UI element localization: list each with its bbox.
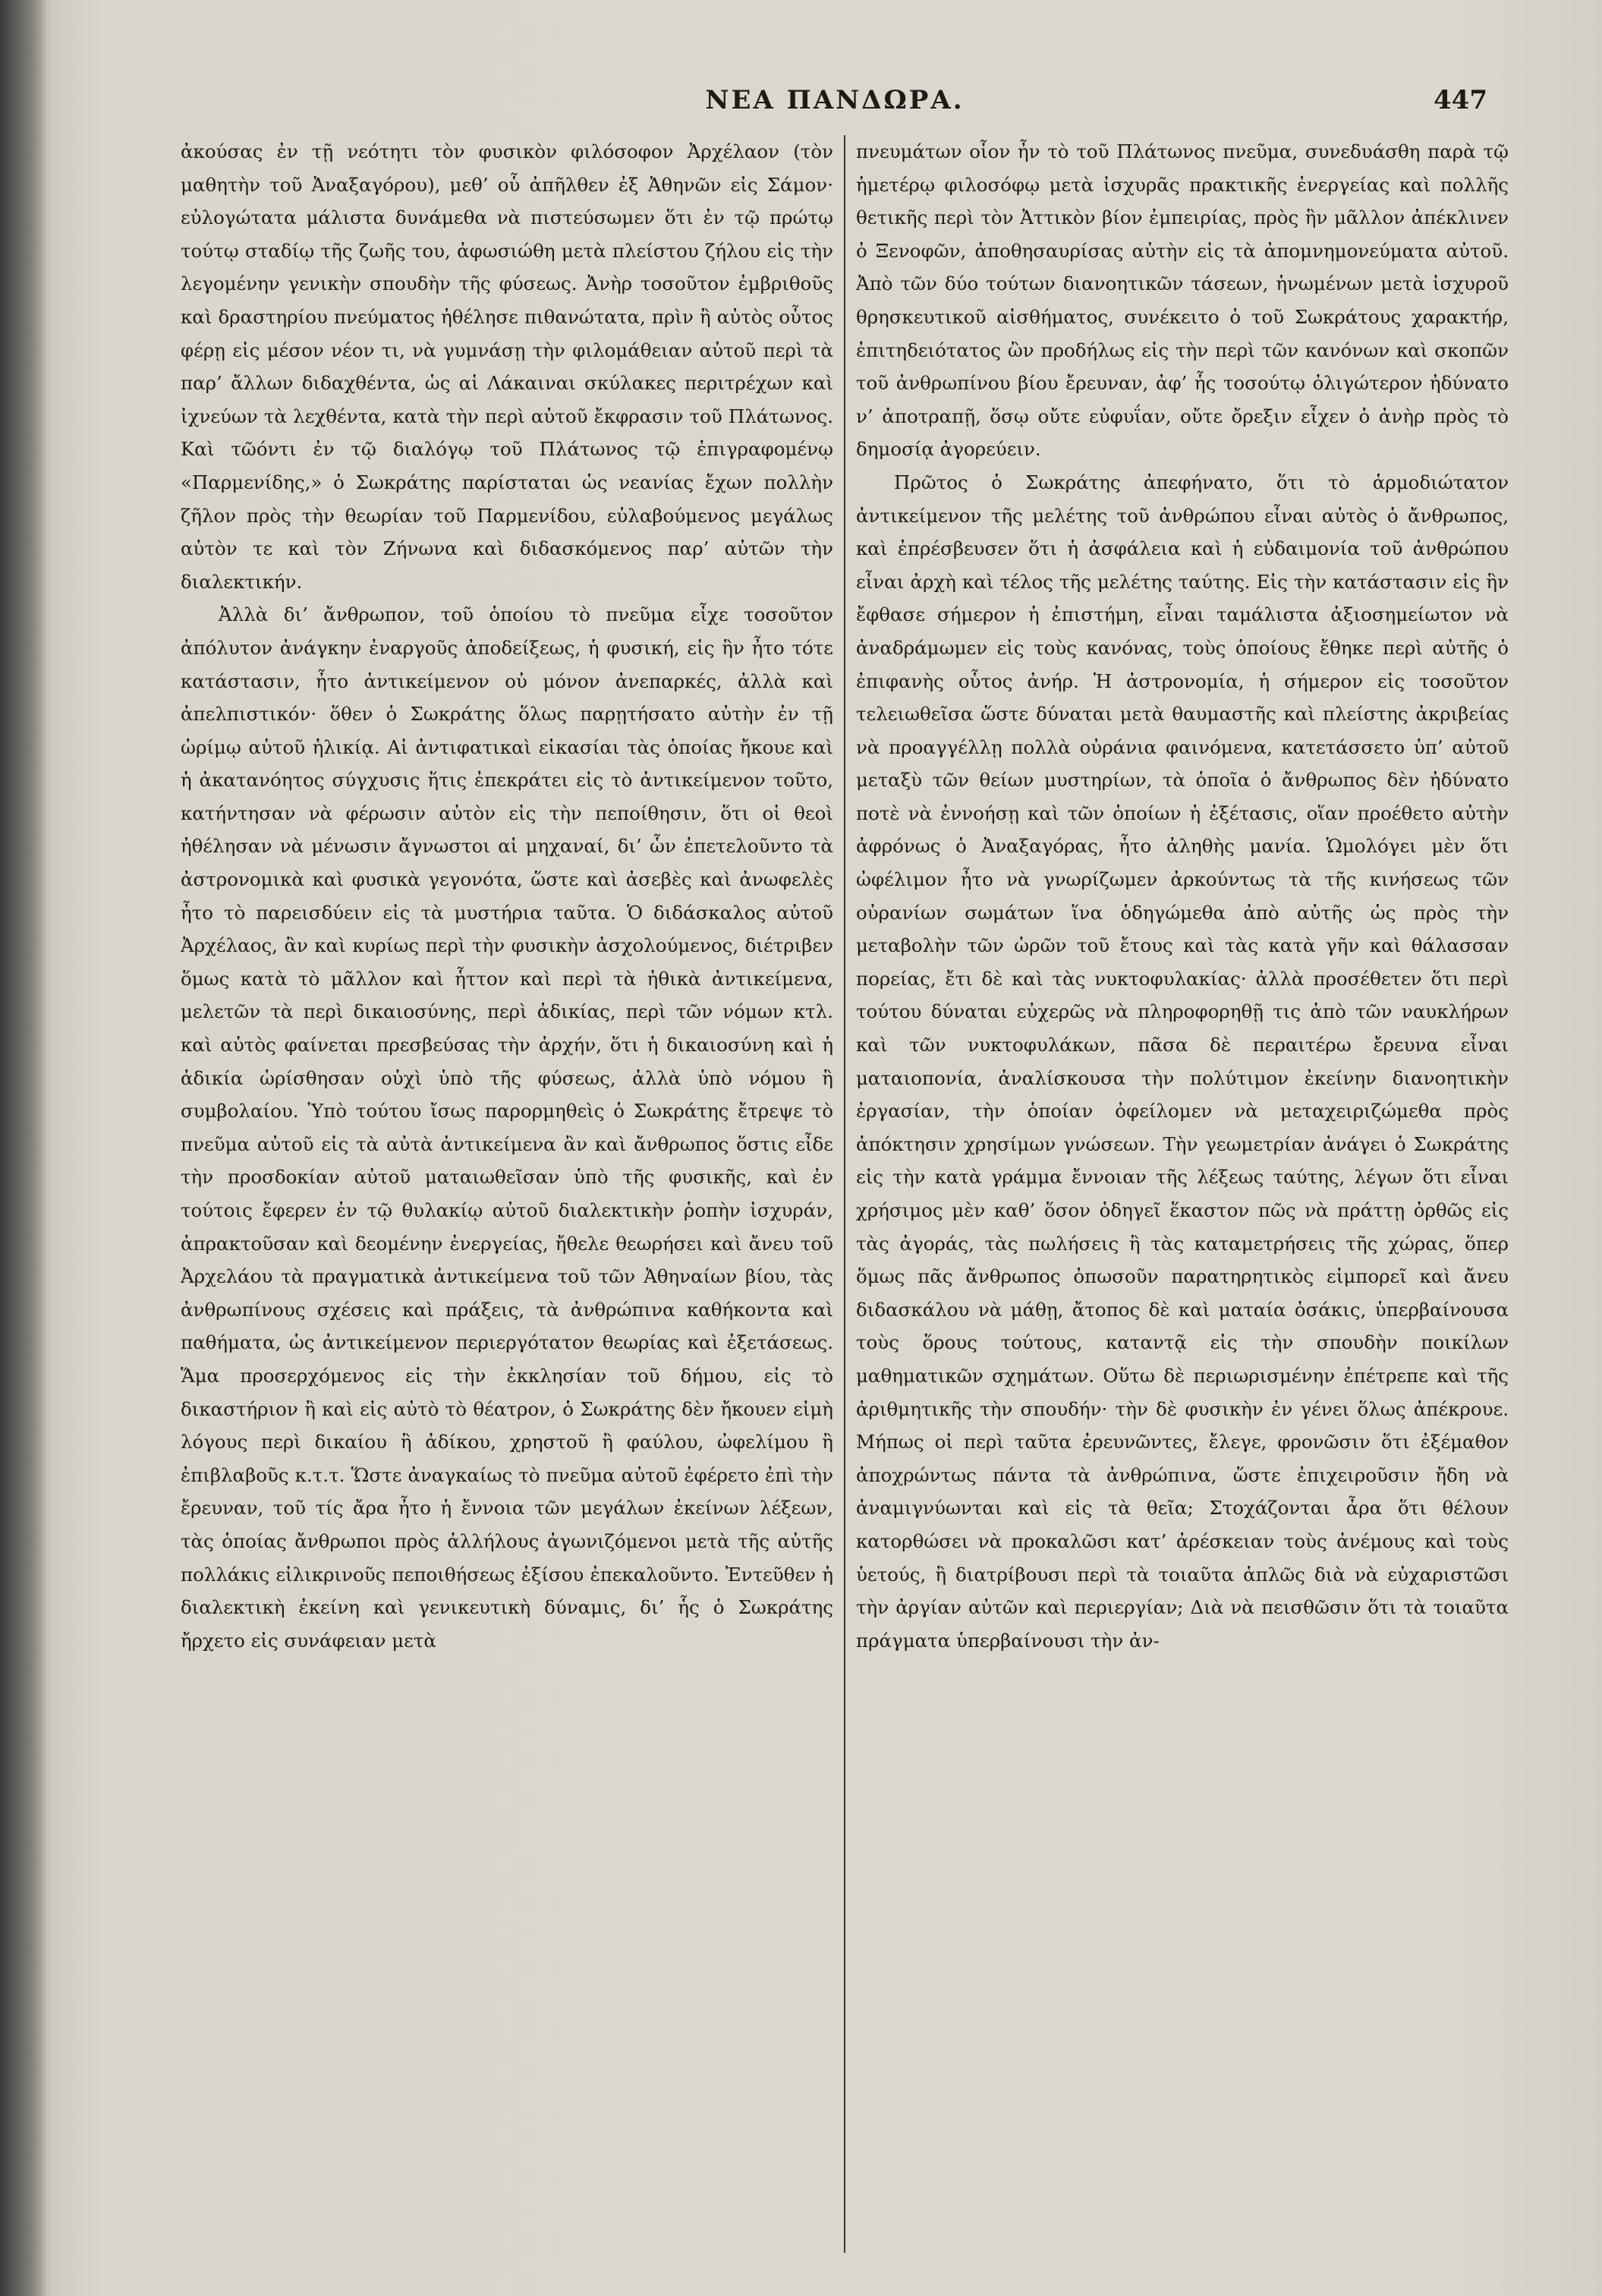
right-column: [856, 135, 1509, 2260]
page-number: 447: [1434, 85, 1487, 115]
column-divider: [844, 135, 845, 2253]
page-header: [182, 85, 1487, 123]
paragraph: Ἀλλὰ δι’ ἄνθρωπον, τοῦ ὁποίου τὸ πνεῦμα εἶχε τοσοῦτον ἀπόλυτον ἀνάγκην ἐναργοῦς ἀποδείξεως, ἡ φυσική, εἰς ἣν ἦτο τότε κατάστασιν, ἦτο ἀντικείμενον οὐ μόνον ἀνεπαρκές, ἀλλὰ καὶ ἀπελπιστικόν· ὅθεν ὁ Σωκράτης ὅλως παρῃτήσατο αὐτὴν ἐν τῇ ὡρίμῳ αὐτοῦ ἡλικίᾳ. Αἱ ἀντιφατικαὶ εἰκασίαι τὰς ὁποίας ἤκουε καὶ ἡ ἀκατανόητος σύγχυσις ἥτις ἐπεκράτει εἰς τὸ ἀντικείμενον τοῦτο, κατήντησαν νὰ φέρωσιν αὐτὸν εἰς τὴν πεποίθησιν, ὅτι οἱ θεοὶ ἠθέλησαν νὰ μένωσιν ἄγνωστοι αἱ μηχαναί, δι’ ὧν ἐπετελοῦντο τὰ ἀστρονομικὰ καὶ φυσικὰ γεγονότα, ὥστε καὶ ἀσεβὲς καὶ ἀνωφελὲς ἦτο τὸ παρεισδύειν εἰς τὰ μυστήρια ταῦτα. Ὁ διδάσκαλος αὐτοῦ Ἀρχέλαος, ἂν καὶ κυρίως περὶ τὴν φυσικὴν ἀσχολούμενος, διέτριβεν ὅμως κατὰ τὸ μᾶλλον καὶ ἧττον καὶ περὶ τὰ ἠθικὰ ἀντικείμενα, μελετῶν τὰ περὶ δικαιοσύνης, περὶ ἀδικίας, περὶ τῶν νόμων κτλ. καὶ αὐτὸς φαίνεται πρεσβεύσας τὴν ἀρχήν, ὅτι ἡ δικαιοσύνη καὶ ἡ ἀδικία ὡρίσθησαν οὐχὶ ὑπὸ τῆς φύσεως, ἀλλὰ ὑπὸ νόμου ἢ συμβολαίου. Ὑπὸ τούτου ἴσως παρορμηθεὶς ὁ Σωκράτης ἔτρεψε τὸ πνεῦμα αὐτοῦ εἰς τὰ αὐτὰ ἀντικείμενα ἂν καὶ ἄνθρωπος ὅστις εἶδε τὴν προσδοκίαν αὐτοῦ ματαιωθεῖσαν ὑπὸ τῆς φυσικῆς, καὶ ἐν τούτοις ἔφερεν ἐν τῷ θυλακίῳ αὐτοῦ διαλεκτικὴν ῥοπὴν ἰσχυράν, ἀπρακτοῦσαν καὶ δεομένην ἐνεργείας, ἤθελε θεωρήσει καὶ ἄνευ τοῦ Ἀρχελάου τὰ πραγματικὰ ἀντικείμενα τοῦ τῶν Ἀθηναίων βίου, τὰς ἀνθρωπίνους σχέσεις καὶ πράξεις, τὰ ἀνθρώπινα καθήκοντα καὶ παθήματα, ὡς ἀντικείμενον περιεργότατον θεωρίας καὶ ἐξετάσεως. Ἅμα προσερχόμενος εἰς τὴν ἐκκλησίαν τοῦ δήμου, εἰς τὸ δικαστήριον ἢ καὶ εἰς αὐτὸ τὸ θέατρον, ὁ Σωκράτης δὲν ἤκουεν εἰμὴ λόγους περὶ δικαίου ἢ ἀδίκου, χρηστοῦ ἢ φαύλου, ὠφελίμου ἢ ἐπιβλαβοῦς κ.τ.τ. Ὥστε ἀναγκαίως τὸ πνεῦμα αὐτοῦ ἐφέρετο ἐπὶ τὴν ἔρευναν, τοῦ τίς ἄρα ἦτο ἡ ἔννοια τῶν μεγάλων ἐκείνων λέξεων, τὰς ὁποίας ἄνθρωποι πρὸς ἀλλήλους ἀγωνιζόμενοι μετὰ τῆς αὐτῆς πολλάκις εἰλικρινοῦς πεποιθήσεως ἐξίσου ἐπεκαλοῦντο. Ἐντεῦθεν ἡ διαλεκτικὴ ἐκείνη καὶ γενικευτικὴ δύναμις, δι’ ἧς ὁ Σωκράτης ἤρχετο εἰς συνάφειαν μετὰ: [181, 603, 833, 1652]
paragraph: ἀκούσας ἐν τῇ νεότητι τὸν φυσικὸν φιλόσοφον Ἀρχέλαον (τὸν μαθητὴν τοῦ Ἀναξαγόρου), μεθ’ οὗ ἀπῆλθεν ἐξ Ἀθηνῶν εἰς Σάμον· εὐλογώτατα μάλιστα δυνάμεθα νὰ πιστεύσωμεν ὅτι ἐν τῷ πρώτῳ τούτῳ σταδίῳ τῆς ζωῆς του, ἀφωσιώθη μετὰ πλείστου ζήλου εἰς τὴν λεγομένην γενικὴν σπουδὴν τῆς φύσεως. Ἀνὴρ τοσοῦτον ἐμβριθοῦς καὶ δραστηρίου πνεύματος ἠθέλησε πιθανώτατα, πρὶν ἢ αὐτὸς οὗτος φέρῃ εἰς μέσον νέον τι, νὰ γυμνάσῃ τὴν φιλομάθειαν αὐτοῦ περὶ τὰ παρ’ ἄλλων διδαχθέντα, ὡς αἱ Λάκαιναι σκύλακες περιτρέχων καὶ ἰχνεύων τὰ λεχθέντα, κατὰ τὴν περὶ αὐτοῦ ἔκφρασιν τοῦ Πλάτωνος. Καὶ τῶόντι ἐν τῷ διαλόγῳ τοῦ Πλάτωνος τῷ ἐπιγραφομένῳ «Παρμενίδης,» ὁ Σωκράτης παρίσταται ὡς νεανίας ἔχων πολλὴν ζῆλον πρὸς τὴν θεωρίαν τοῦ Παρμενίδου, εὐλαβούμενος μεγάλως αὐτὸν τε καὶ τὸν Ζήνωνα καὶ διδασκόμενος παρ’ αὐτῶν τὴν διαλεκτικήν.: [181, 140, 833, 593]
paragraph: πνευμάτων οἷον ἦν τὸ τοῦ Πλάτωνος πνεῦμα, συνεδυάσθη παρὰ τῷ ἡμετέρῳ φιλοσόφῳ μετὰ ἰσχυρᾶς πρακτικῆς ἐνεργείας καὶ πολλῆς θετικῆς περὶ τὸν Ἀττικὸν βίον ἐμπειρίας, πρὸς ἣν μᾶλλον ἀπέκλινεν ὁ Ξενοφῶν, ἀποθησαυρίσας αὐτὴν εἰς τὰ ἀπομνημονεύματα αὐτοῦ. Ἀπὸ τῶν δύο τούτων διανοητικῶν τάσεων, ἡνωμένων μετὰ ἰσχυροῦ θρησκευτικοῦ αἰσθήματος, συνέκειτο ὁ τοῦ Σωκράτους χαρακτήρ, ἐπιτηδειότατος ὢν προδήλως εἰς τὴν περὶ τῶν κανόνων καὶ σκοπῶν τοῦ ἀνθρωπίνου βίου ἔρευναν, ἀφ’ ἧς τοσούτῳ ὀλιγώτερον ἠδύνατο ν’ ἀποτραπῇ, ὅσῳ οὔτε εὐφυΐαν, οὔτε ὄρεξιν εἶχεν ὁ ἀνὴρ πρὸς τὸ δημοσίᾳ ἀγορεύειν.: [856, 140, 1509, 461]
binding-shadow: [0, 0, 47, 2296]
left-column: [181, 135, 833, 2260]
running-title: ΝΕΑ ΠΑΝΔΩΡΑ.: [705, 85, 965, 115]
paragraph: Πρῶτος ὁ Σωκράτης ἀπεφήνατο, ὅτι τὸ ἁρμοδιώτατον ἀντικείμενον τῆς μελέτης τοῦ ἀνθρώπου εἶναι αὐτὸς ὁ ἄνθρωπος, καὶ ἐπρέσβευσεν ὅτι ἡ ἀσφάλεια καὶ ἡ εὐδαιμονία τοῦ ἀνθρώπου εἶναι ἀρχὴ καὶ τέλος τῆς μελέτης ταύτης. Εἰς τὴν κατάστασιν εἰς ἣν ἔφθασε σήμερον ἡ ἐπιστήμη, εἶναι ταμάλιστα ἀξιοσημείωτον νὰ ἀναδράμωμεν εἰς τοὺς κανόνας, τοὺς ὁποίους ἔθηκε περὶ αὐτῆς ὁ ἐπιφανὴς οὗτος ἀνήρ. Ἡ ἀστρονομία, ἡ σήμερον εἰς τοσοῦτον τελειωθεῖσα ὥστε δύναται μετὰ θαυμαστῆς καὶ πλείστης ἀκριβείας νὰ προαγγέλλῃ πολλὰ οὐράνια φαινόμενα, κατετάσσετο ὑπ’ αὐτοῦ μεταξὺ τῶν θείων μυστηρίων, τὰ ὁποῖα ὁ ἄνθρωπος δὲν ἠδύνατο ποτὲ νὰ ἐννοήσῃ καὶ τῶν ὁποίων ἡ ἐξέτασις, οἵαν προέθετο αὐτὴν ἀφρόνως ὁ Ἀναξαγόρας, ἦτο ἀληθὴς μανία. Ὡμολόγει μὲν ὅτι ὠφέλιμον ἦτο νὰ γνωρίζωμεν ἀρκούντως τὰ τῆς κινήσεως τῶν οὐρανίων σωμάτων ἵνα ὁδηγώμεθα ἀπὸ αὐτῆς ὡς πρὸς τὴν μεταβολὴν τῶν ὡρῶν τοῦ ἔτους καὶ τὰς κατὰ γῆν καὶ θάλασσαν πορείας, ἔτι δὲ καὶ τὰς νυκτοφυλακίας· ἀλλὰ προσέθετεν ὅτι περὶ τούτου δύναται εὐχερῶς νὰ πληροφορηθῇ τις ἀπὸ τῶν ναυκλήρων καὶ τῶν νυκτοφυλάκων, πᾶσα δὲ περαιτέρω ἔρευνα εἶναι ματαιοπονία, ἀναλίσκουσα τὴν πολύτιμον ἐκείνην διανοητικὴν ἐργασίαν, τὴν ὁποίαν ὀφείλομεν νὰ μεταχειριζώμεθα πρὸς ἀπόκτησιν χρησίμων γνώσεων. Τὴν γεωμετρίαν ἀνάγει ὁ Σωκράτης εἰς τὴν κατὰ γράμμα ἔννοιαν τῆς λέξεως ταύτης, λέγων ὅτι εἶναι χρήσιμος μὲν καθ’ ὅσον ὁδηγεῖ ἕκαστον πῶς νὰ πράττῃ ὀρθῶς εἰς τὰς ἀγοράς, τὰς πωλήσεις ἢ τὰς καταμετρήσεις τῆς χώρας, ὅπερ ὅμως πᾶς ἄνθρωπος ὁπωσοῦν παρατηρητικὸς εἰμπορεῖ καὶ ἄνευ διδασκάλου νὰ μάθῃ, ἄτοπος δὲ καὶ ματαία ὁσάκις, ὑπερβαίνουσα τοὺς ὅρους τούτους, καταντᾷ εἰς τὴν σπουδὴν ποικίλων μαθηματικῶν σχημάτων. Οὕτω δὲ περιωρισμένην ἐπέτρεπε καὶ τῆς ἀριθμητικῆς τὴν σπουδήν· τὴν δὲ φυσικὴν ἐν γένει ὅλως ἀπέκρουε. Μήπως οἱ περὶ ταῦτα ἐρευνῶντες, ἔλεγε, φρονῶσιν ὅτι ἐξέμαθον ἀποχρώντως πάντα τὰ ἀνθρώπινα, ὥστε ἐπιχειροῦσιν ἤδη νὰ ἀναμιγνύωνται καὶ εἰς τὰ θεῖα; Στοχάζονται ἆρα ὅτι θέλουν κατορθώσει νὰ προκαλῶσι κατ’ ἀρέσκειαν τοὺς ἀνέμους καὶ τοὺς ὑετούς, ἢ διατρίβουσι περὶ τὰ τοιαῦτα ἁπλῶς διὰ νὰ εὐχαριστῶσι τὴν ἀργίαν αὐτῶν καὶ περιεργίαν; Διὰ νὰ πεισθῶσιν ὅτι τὰ τοιαῦτα πράγματα ὑπερβαίνουσι τὴν ἀν-: [856, 471, 1509, 1652]
